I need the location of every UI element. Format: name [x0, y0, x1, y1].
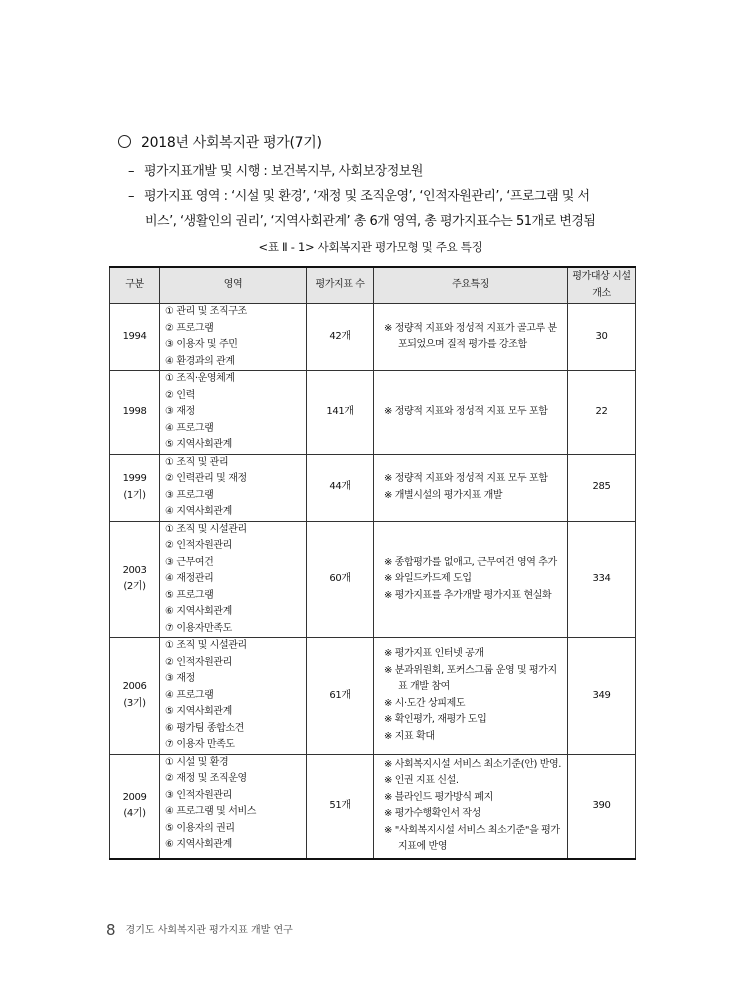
bullet-text: 평가지표개발 및 시행 : 보건복지부, 사회보장정보원 [144, 164, 423, 179]
bullet-indicator-areas-continued [145, 210, 595, 229]
cell-facility-count: 349 [568, 638, 636, 755]
area-item: ⑤ 지역사회관계 [165, 706, 232, 717]
cell-facility-count: 30 [568, 304, 636, 371]
cell-year [110, 454, 160, 521]
cell-year [110, 754, 160, 859]
cell-key-features [374, 371, 568, 455]
area-item: ② 프로그램 [165, 322, 214, 334]
cell-key-features [374, 454, 568, 521]
feature-item: ※ 분과위원회, 포커스그룹 운영 및 평가지표 개발 참여 [384, 664, 557, 693]
cell-indicator-count: 141개 [307, 371, 374, 455]
cell-areas [160, 754, 307, 859]
area-item: ⑤ 지역사회관계 [165, 439, 232, 450]
area-item: ① 조직·운영체계 [165, 373, 235, 384]
area-item: ① 시설 및 환경 [165, 756, 229, 768]
cell-indicator-count: 51개 [307, 754, 374, 859]
header-key-features: 주요특징 [374, 267, 568, 304]
year-text: 1998 [122, 406, 147, 417]
area-item: ⑥ 평가팀 종합소견 [165, 722, 244, 734]
year-text: 2009 [122, 791, 147, 803]
area-item: ① 조직 및 관리 [165, 456, 229, 468]
feature-item: ※ 블라인드 평가방식 폐지 [384, 791, 493, 803]
area-item: ⑦ 이용자만족도 [165, 622, 232, 634]
header-category: 구분 [110, 267, 160, 304]
area-item: ⑥ 지역사회관계 [165, 606, 232, 617]
feature-item: ※ 사회복지시설 서비스 최소기준(안) 반영. [384, 758, 562, 770]
area-item: ④ 프로그램 [165, 422, 214, 434]
cell-year [110, 638, 160, 755]
feature-item: ※ 정량적 지표와 정성적 지표가 골고루 분포되었으며 질적 평가를 강조함 [384, 322, 557, 350]
cell-areas [160, 521, 307, 638]
period-text: (2기) [123, 581, 146, 593]
area-item: ⑤ 프로그램 [165, 589, 214, 601]
table-row [110, 304, 636, 371]
area-item: ② 재정 및 조직운영 [165, 773, 247, 784]
feature-item: ※ 평가지표 인터넷 공개 [384, 648, 484, 660]
cell-indicator-count: 60개 [307, 521, 374, 638]
circle-bullet-icon [118, 135, 131, 148]
cell-facility-count: 22 [568, 371, 636, 455]
bullet-indicator-development [128, 160, 423, 179]
cell-areas [160, 638, 307, 755]
area-item: ③ 재정 [165, 406, 195, 417]
area-item: ① 조직 및 시설관리 [165, 640, 247, 651]
feature-item: ※ 확인평가, 재평가 도입 [384, 714, 487, 726]
feature-item: ※ 시·도간 상피제도 [384, 697, 466, 709]
header-indicator-count: 평가지표 수 [307, 267, 374, 304]
feature-item: ※ 정량적 지표와 정성적 지표 모두 포함 [384, 406, 548, 417]
bullet-text: 평가지표 영역 : ‘시설 및 환경’, ‘재정 및 조직운영’, ‘인적자원관리’, ‘프로그램 및 서 [144, 189, 590, 204]
area-item: ② 인력 [165, 389, 195, 401]
header-area: 영역 [160, 267, 307, 304]
area-item: ② 인적자원관리 [165, 656, 232, 668]
area-item: ④ 환경과의 관계 [165, 355, 235, 367]
table-row [110, 371, 636, 455]
feature-item: ※ 평가수행확인서 작성 [384, 808, 481, 819]
cell-facility-count: 390 [568, 754, 636, 859]
feature-item: ※ "사회복지시설 서비스 최소기준"을 평가지표에 반영 [384, 824, 560, 852]
section-heading-text: 2018년 사회복지관 평가(7기) [141, 135, 322, 151]
table-row [110, 454, 636, 521]
year-text: 1994 [122, 330, 147, 342]
cell-areas [160, 371, 307, 455]
cell-key-features [374, 521, 568, 638]
page-footer [106, 921, 293, 939]
feature-item: ※ 지표 확대 [384, 730, 435, 742]
area-item: ③ 이용자 및 주민 [165, 339, 238, 350]
year-text: 2006 [122, 681, 147, 693]
table-header-row [110, 267, 636, 304]
table-row [110, 754, 636, 859]
area-item: ⑥ 지역사회관계 [165, 839, 232, 850]
cell-indicator-count: 42개 [307, 304, 374, 371]
cell-indicator-count: 61개 [307, 638, 374, 755]
cell-key-features [374, 304, 568, 371]
area-item: ④ 재정관리 [165, 573, 214, 584]
feature-item: ※ 종합평가를 없애고, 근무여건 영역 추가 [384, 556, 557, 568]
area-item: ⑦ 이용자 만족도 [165, 739, 235, 750]
area-item: ④ 프로그램 [165, 689, 214, 701]
area-item: ④ 프로그램 및 서비스 [165, 806, 256, 817]
feature-item: ※ 인권 지표 신설. [384, 775, 459, 786]
page-number: 8 [106, 921, 116, 939]
area-item: ① 관리 및 조직구조 [165, 306, 247, 317]
cell-year [110, 304, 160, 371]
cell-key-features [374, 754, 568, 859]
cell-facility-count: 334 [568, 521, 636, 638]
area-item: ① 조직 및 시설관리 [165, 523, 247, 535]
header-facility-count: 평가대상 시설 개소 [568, 267, 636, 304]
area-item: ⑤ 이용자의 권리 [165, 822, 235, 834]
cell-areas [160, 454, 307, 521]
year-text: 2003 [122, 564, 147, 576]
period-text: (1기) [123, 489, 146, 501]
feature-item: ※ 정량적 지표와 정성적 지표 모두 포함 [384, 473, 548, 484]
area-item: ③ 프로그램 [165, 489, 214, 501]
year-text: 1999 [122, 473, 147, 484]
table-row [110, 638, 636, 755]
cell-year [110, 371, 160, 455]
area-item: ③ 인적자원관리 [165, 789, 232, 801]
table-row [110, 521, 636, 638]
area-item: ② 인력관리 및 재정 [165, 473, 247, 484]
section-heading [118, 132, 322, 152]
cell-areas [160, 304, 307, 371]
bullet-indicator-areas [128, 185, 590, 204]
feature-item: ※ 개별시설의 평가지표 개발 [384, 489, 503, 501]
bullet-text: 비스’, ‘생활인의 권리’, ‘지역사회관계’ 총 6개 영역, 총 평가지표수는 51개로 변경됨 [145, 214, 596, 229]
feature-item: ※ 와일드카드제 도입 [384, 573, 472, 584]
dash-bullet: – [128, 164, 134, 179]
cell-year [110, 521, 160, 638]
area-item: ② 인적자원관리 [165, 540, 232, 551]
cell-key-features [374, 638, 568, 755]
period-text: (3기) [123, 697, 146, 709]
area-item: ③ 재정 [165, 673, 195, 684]
feature-item: ※ 평가지표를 추가개발 평가지표 현실화 [384, 589, 552, 601]
area-item: ③ 근무여건 [165, 556, 214, 568]
area-item: ④ 지역사회관계 [165, 506, 232, 517]
cell-indicator-count: 44개 [307, 454, 374, 521]
period-text: (4기) [123, 808, 146, 819]
table-caption: <표 Ⅱ - 1> 사회복지관 평가모형 및 주요 특징 [258, 240, 483, 254]
dash-bullet: – [128, 189, 134, 204]
evaluation-model-table [109, 266, 636, 860]
footer-title: 경기도 사회복지관 평가지표 개발 연구 [125, 925, 293, 936]
cell-facility-count: 285 [568, 454, 636, 521]
